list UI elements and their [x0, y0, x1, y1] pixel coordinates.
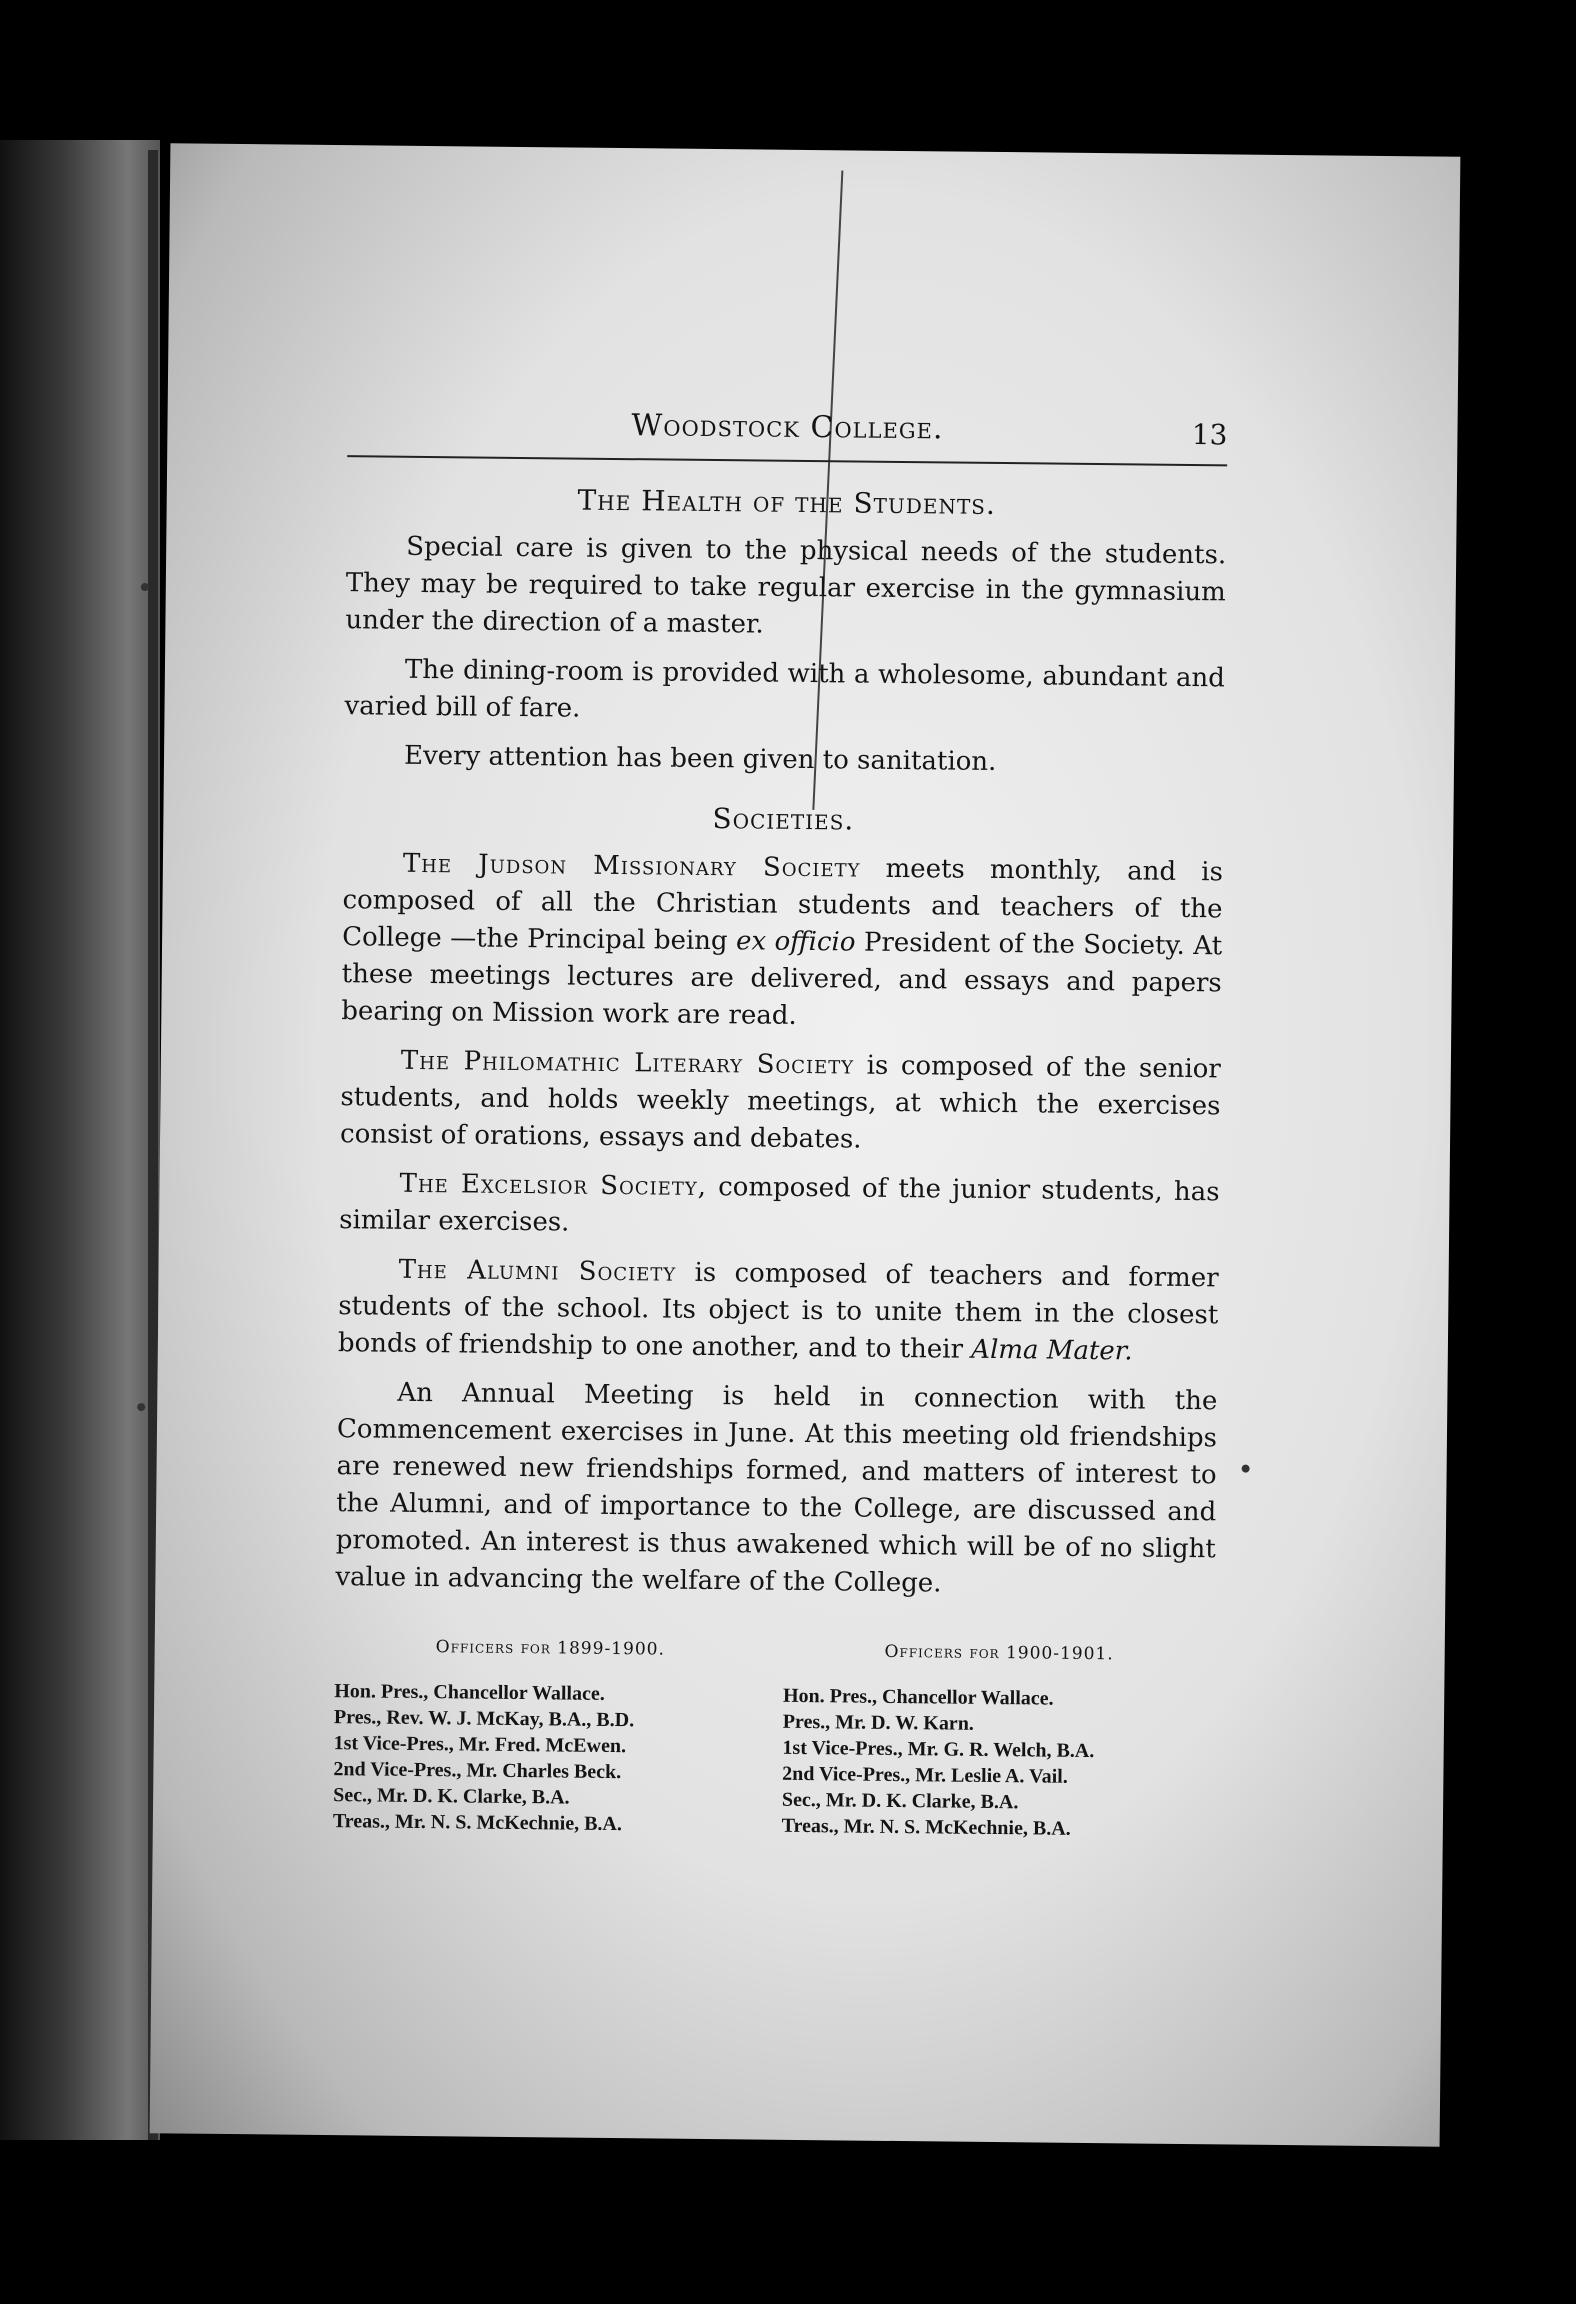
officers-1900-1901 [782, 1641, 1215, 1844]
section-heading-health: The Health of the Students. [577, 483, 997, 521]
officer-line: 2nd Vice-Pres., Mr. Leslie A. Vail. [782, 1762, 1068, 1788]
officer-line: 2nd Vice-Pres., Mr. Charles Beck. [333, 1758, 622, 1784]
alumni-society-paragraph [338, 1251, 1219, 1371]
book-page [150, 143, 1461, 2146]
officers-heading: Officers for 1899-1900. [435, 1637, 666, 1660]
facing-page-edge [0, 140, 160, 2140]
officers-lists [333, 1636, 1215, 1843]
running-title: Woodstock College. [631, 408, 944, 447]
paragraph-text: is composed of the senior students, and holds weekly meetings, at which the exercises consist of orations, essays and debates. [339, 1050, 1221, 1155]
health-paragraph-dining: The dining-room is provided with a wholesome, abundant and varied bill of fare. [344, 654, 1226, 724]
page-content [333, 395, 1228, 1843]
officer-line: Treas., Mr. N. S. McKechnie, B.A. [781, 1814, 1071, 1840]
philomathic-society-paragraph [340, 1042, 1221, 1162]
paragraph-text: meets monthly, and is composed of all the Christian students and teachers of the College —the Principal being [341, 853, 1224, 957]
officer-line: 1st Vice-Pres., Mr. Fred. McEwen. [333, 1732, 627, 1758]
page-number: 13 [1191, 418, 1228, 452]
annual-meeting-paragraph: An Annual Meeting is held in connection with the Commencement exercises in June. At this meeting old friendships are renewed new friendships formed, and matters of interest to the Alumni, and of importance to the College, are discussed and promoted. An interest is thus awakened which will be of no slight value in advancing the welfare of the College. [335, 1377, 1218, 1599]
officer-line: Pres., Mr. D. W. Karn. [782, 1710, 975, 1735]
judson-society-paragraph [341, 845, 1223, 1039]
paragraph-text: President of the Society. At these meetings lectures are delivered, and essays and papers bearing on Mission work are read. [341, 927, 1223, 1031]
society-name: The Philomathic Literary Society [400, 1045, 855, 1081]
paragraph-text: composed of the junior students, has similar exercises. [339, 1171, 1220, 1238]
excelsior-society-paragraph [339, 1165, 1220, 1248]
health-paragraph-care: Special care is given to the physical needs of the students. They may be required to take regular exercise in the gymnasium under the direction of a master. [345, 531, 1227, 640]
health-paragraph-sanitation: Every attention has been given to sanitation. [403, 740, 997, 777]
officers-heading: Officers for 1900-1901. [884, 1641, 1114, 1665]
latin-phrase: ex officio [735, 926, 856, 958]
officer-line: Sec., Mr. D. K. Clarke, B.A. [781, 1788, 1019, 1814]
ink-speck [137, 1403, 145, 1411]
officer-line: Hon. Pres., Chancellor Wallace. [782, 1684, 1054, 1710]
society-name: The Alumni Society [398, 1254, 677, 1288]
ink-speck [141, 583, 149, 591]
society-name: The Excelsior Society, [399, 1168, 708, 1202]
officers-1899-1900 [333, 1636, 766, 1839]
officer-line: Hon. Pres., Chancellor Wallace. [334, 1680, 605, 1705]
ink-speck [1242, 1465, 1250, 1473]
running-header [347, 395, 1228, 466]
section-heading-societies: Societies. [712, 802, 855, 837]
paragraph-text: is composed of teachers and former students of the school. Its object is to unite them in the closest bonds of friendship to one another, and to their [337, 1257, 1219, 1365]
latin-phrase: Alma Mater. [971, 1334, 1133, 1367]
officer-line: Treas., Mr. N. S. McKechnie, B.A. [332, 1810, 623, 1836]
officer-line: 1st Vice-Pres., Mr. G. R. Welch, B.A. [782, 1736, 1095, 1763]
officer-line: Sec., Mr. D. K. Clarke, B.A. [333, 1784, 570, 1809]
officer-line: Pres., Rev. W. J. McKay, B.A., B.D. [333, 1706, 635, 1732]
society-name: The Judson Missionary Society [402, 848, 861, 884]
